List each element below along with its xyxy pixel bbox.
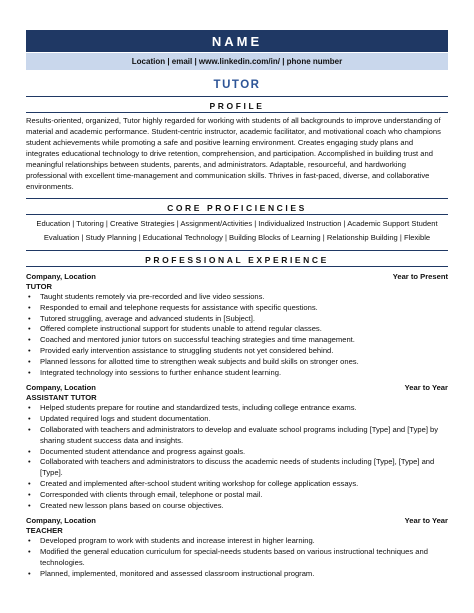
core-proficiencies-list: Education | Tutoring | Creative Strategies | Assignment/Activities | Individualized Instruction | Academic Support Student Evaluation | Study Planning | Educational Technology | Building Blocks of Learning | Relationship Building | Flexible <box>36 219 438 242</box>
bullet-item: • Provided early intervention assistance to struggling students not yet considered behind. <box>26 346 448 357</box>
bullet-item: • Coached and mentored junior tutors on successful teaching strategies and time management. <box>26 335 448 346</box>
job-role: ASSISTANT TUTOR <box>26 393 97 403</box>
profile-heading: PROFILE <box>209 101 265 111</box>
job-entry <box>26 272 448 378</box>
title-divider <box>26 96 448 97</box>
company-location: Company, Location <box>26 383 96 393</box>
profile-text: Results-oriented, organized, Tutor highly regarded for working with students of all backgrounds to improve understanding of material and academic performance. Student-centric instructor, academic facilitator, and motivational coach who champions student achievements while promoting a safe and positive learning environment. Creates engaging study plans and integrates educational technology to drive retention, comprehension, and participation. Accomplished in building trust and meaningful relationships between students, parents, and administrators. Adaptable, resourceful, and hardworking professional with excellent time-management and communication skills. Thrives in fast-paced, diverse, and collaborative environments. <box>26 116 441 191</box>
bullet-item: • Corresponded with clients through email, telephone or postal mail. <box>26 490 448 501</box>
bullet-item: • Tutored struggling, average and advanced students in [Subject]. <box>26 314 448 325</box>
job-title-heading: TUTOR <box>213 79 261 91</box>
job-header <box>26 516 448 526</box>
core-top-divider <box>26 198 448 199</box>
bullet-item: • Updated required logs and student documentation. <box>26 414 448 425</box>
bullet-item: • Responded to email and telephone requests for assistance with specific questions. <box>26 303 448 314</box>
company-location: Company, Location <box>26 272 96 281</box>
job-header <box>26 383 448 393</box>
job-role: TUTOR <box>26 282 53 291</box>
core-divider <box>26 214 448 215</box>
contact-banner <box>26 53 448 70</box>
bullet-item: • Developed program to work with students and increase interest in higher learning. <box>26 536 448 547</box>
bullet-item: • Created new lesson plans based on course objectives. <box>26 501 448 512</box>
job-entry <box>26 383 448 511</box>
experience-heading: PROFESSIONAL EXPERIENCE <box>145 255 329 265</box>
job-dates: Year to Year <box>404 383 448 393</box>
bullet-item: • Helped students prepare for routine and standardized tests, including college entrance exams. <box>26 403 448 414</box>
job-bullet-list <box>26 403 448 511</box>
job-header <box>26 272 448 282</box>
job-dates: Year to Year <box>404 516 448 526</box>
bullet-item: • Taught students remotely via pre-recorded and live video sessions. <box>26 292 448 303</box>
bullet-item: • Planned, implemented, monitored and assessed classroom instructional program. <box>26 569 448 580</box>
experience-top-divider <box>26 250 448 251</box>
job-bullet-list <box>26 292 448 378</box>
bullet-item: • Planned lessons for allotted time to strengthen weak subjects and build skills on stronger ones. <box>26 357 448 368</box>
job-role: TEACHER <box>26 526 63 536</box>
bullet-item: • Integrated technology into sessions to further enhance student learning. <box>26 368 448 379</box>
job-bullet-list <box>26 536 448 579</box>
company-location: Company, Location <box>26 516 96 526</box>
name-banner <box>26 30 448 52</box>
bullet-item: • Created and implemented after-school student writing workshop for college application essays. <box>26 479 448 490</box>
experience-divider <box>26 266 448 267</box>
core-heading: CORE PROFICIENCIES <box>167 203 307 213</box>
profile-divider <box>26 112 448 113</box>
bullet-item: • Modified the general education curriculum for special-needs students based on various instructional techniques and technologies. <box>26 547 448 569</box>
job-entry <box>26 516 448 579</box>
resume-page <box>26 30 448 580</box>
bullet-item: • Collaborated with teachers and administrators to discuss the academic needs of students including [Type], [Type] and [Type]. <box>26 457 448 479</box>
bullet-item: • Documented student attendance and progress against goals. <box>26 447 448 458</box>
bullet-item: • Offered complete instructional support for students unable to attend regular classes. <box>26 324 448 335</box>
bullet-item: • Collaborated with teachers and administrators to develop and evaluate school programs including [Type] and [Type] by sharing student success data and insights. <box>26 425 448 447</box>
job-dates: Year to Present <box>392 272 448 281</box>
contact-info: Location | email | www.linkedin.com/in/ | phone number <box>131 57 343 66</box>
candidate-name: NAME <box>211 33 263 49</box>
